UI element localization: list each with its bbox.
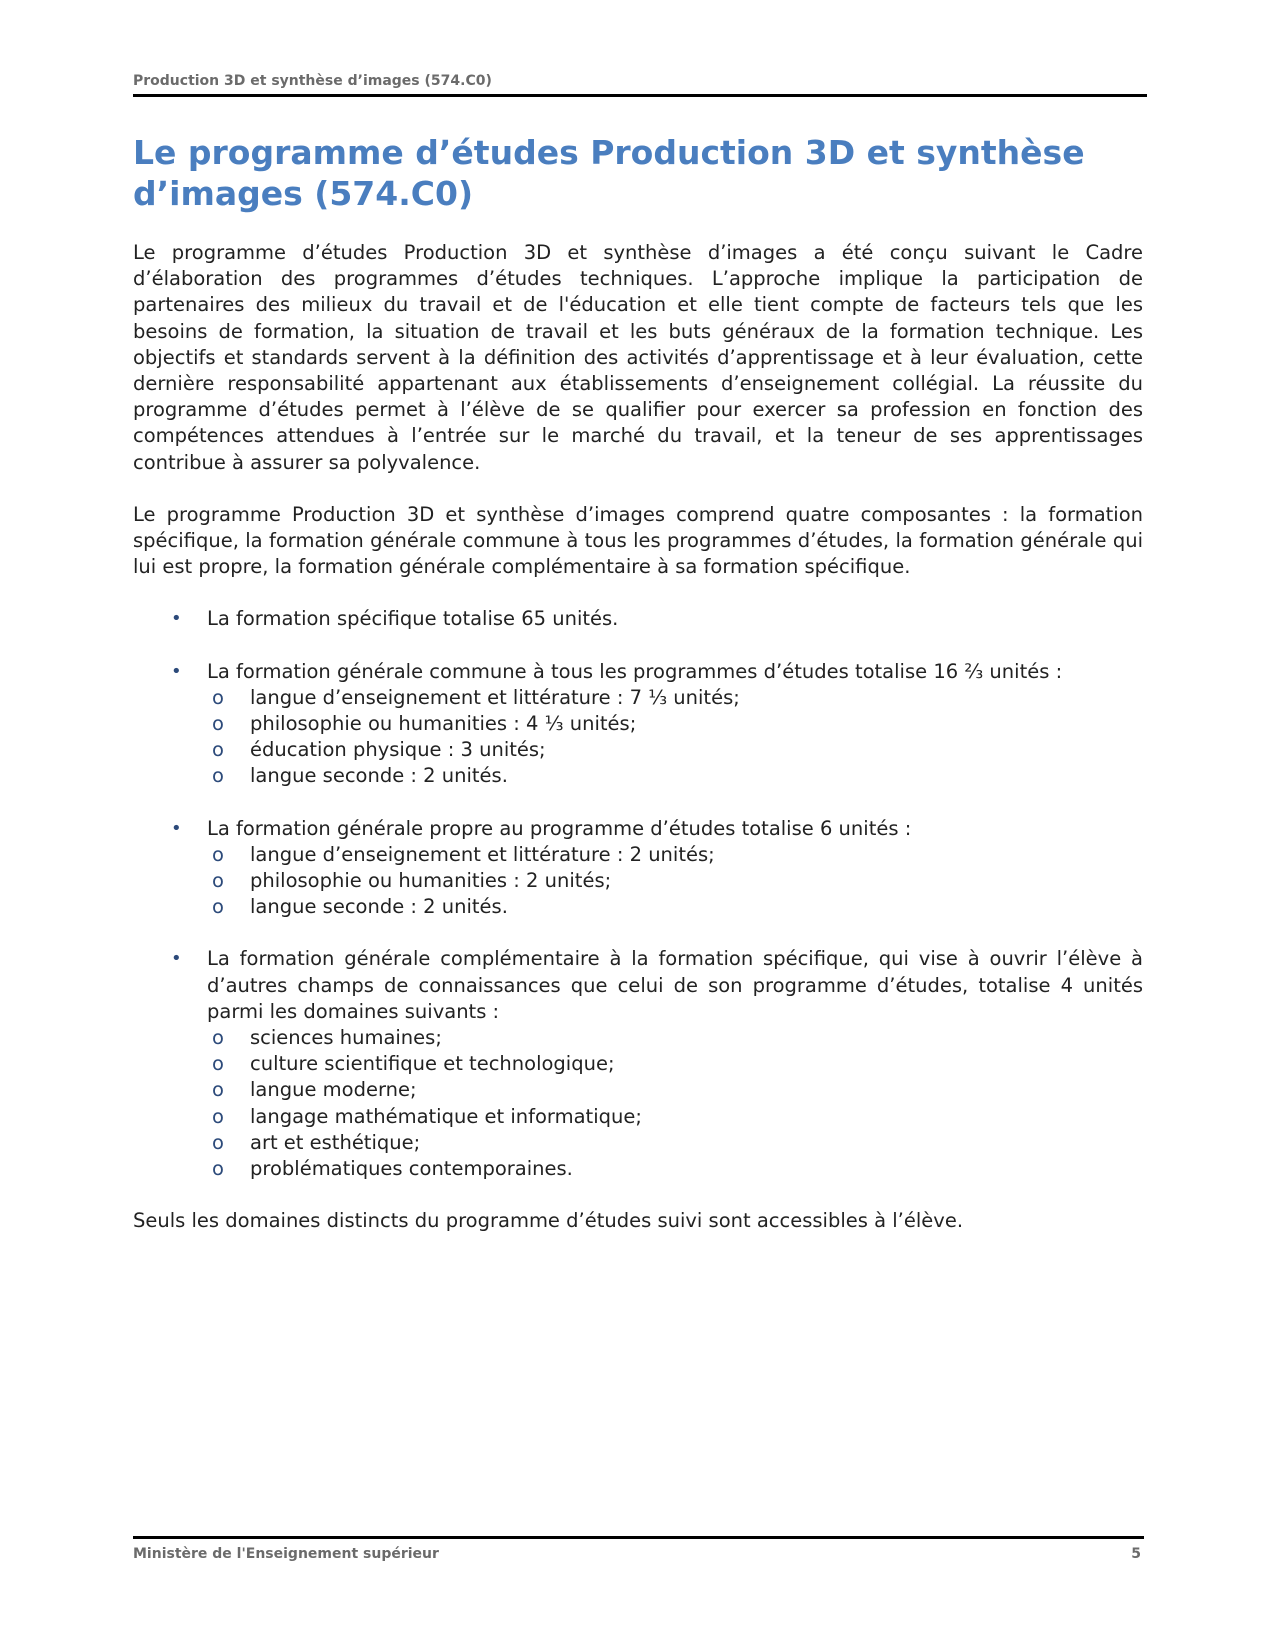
- sub-list-item: o philosophie ou humanities : 4 ⅓ unités;: [207, 711, 1143, 737]
- page-title: Le programme d’études Production 3D et synthèse d’images (574.C0): [133, 133, 1085, 213]
- sub-list-item: o langue moderne;: [207, 1077, 1143, 1103]
- sub-list-item: o art et esthétique;: [207, 1130, 1143, 1156]
- list-item-text: • La formation générale complémentaire à la formation spécifique, qui vise à ouvrir l’élève à d’autres champs de connaissances que celui de son programme d’études, totalise 4 unités parmi les domaines suivants :: [207, 947, 1143, 1023]
- sub-list: [207, 1025, 1143, 1182]
- sub-list-item: o culture scientifique et technologique;: [207, 1051, 1143, 1077]
- footer-ministry: Ministère de l'Enseignement supérieur: [133, 1546, 439, 1562]
- components-paragraph: Le programme Production 3D et synthèse d’images comprend quatre composantes : la formation spécifique, la formation générale commune à tous les programmes d’études, la formation générale qui lui est propre, la formation générale complémentaire à sa formation spécifique.: [133, 502, 1143, 579]
- sub-list-item: o langage mathématique et informatique;: [207, 1104, 1143, 1130]
- list-item-text: • La formation générale propre au programme d’études totalise 6 unités :: [207, 816, 912, 840]
- sub-list-item: o langue seconde : 2 unités.: [207, 894, 1143, 920]
- sub-list-item: o éducation physique : 3 unités;: [207, 737, 1143, 763]
- body-text: [133, 240, 1143, 1235]
- sub-list-item: o problématiques contemporaines.: [207, 1156, 1143, 1182]
- sub-list: [207, 842, 1143, 921]
- running-header: Production 3D et synthèse d’images (574.C0): [133, 73, 1147, 97]
- list-item: [133, 946, 1143, 1182]
- list-item-text: • La formation spécifique totalise 65 unités.: [207, 607, 619, 631]
- intro-paragraph: Le programme d’études Production 3D et synthèse d’images a été conçu suivant le Cadre d’élaboration des programmes d’études techniques. L’approche implique la participation de partenaires des milieux du travail et de l'éducation et elle tient compte de facteurs tels que les besoins de formation, la situation de travail et les buts généraux de la formation technique. Les objectifs et standards servent à la définition des activités d’apprentissage et à leur évaluation, cette dernière responsabilité appartenant aux établissements d’enseignement collégial. La réussite du programme d’études permet à l’élève de se qualifier pour exercer sa profession en fonction des compétences attendues à l’entrée sur le marché du travail, et la teneur de ses apprentissages contribue à assurer sa polyvalence.: [133, 241, 1143, 474]
- page-footer: [133, 1536, 1144, 1562]
- page-number: 5: [1131, 1546, 1141, 1562]
- list-item-text: • La formation générale commune à tous les programmes d’études totalise 16 ⅔ unités :: [207, 659, 1063, 683]
- list-item: [133, 606, 1143, 632]
- sub-list-item: o langue d’enseignement et littérature : 2 unités;: [207, 842, 1143, 868]
- components-list: [133, 606, 1143, 1182]
- list-item: [133, 659, 1143, 790]
- sub-list: [207, 685, 1143, 790]
- sub-list-item: o philosophie ou humanities : 2 unités;: [207, 868, 1143, 894]
- sub-list-item: o sciences humaines;: [207, 1025, 1143, 1051]
- list-item: [133, 816, 1143, 921]
- sub-list-item: o langue seconde : 2 unités.: [207, 763, 1143, 789]
- domains-note: Seuls les domaines distincts du programme d’études suivi sont accessibles à l’élève.: [133, 1209, 964, 1233]
- sub-list-item: o langue d’enseignement et littérature : 7 ⅓ unités;: [207, 685, 1143, 711]
